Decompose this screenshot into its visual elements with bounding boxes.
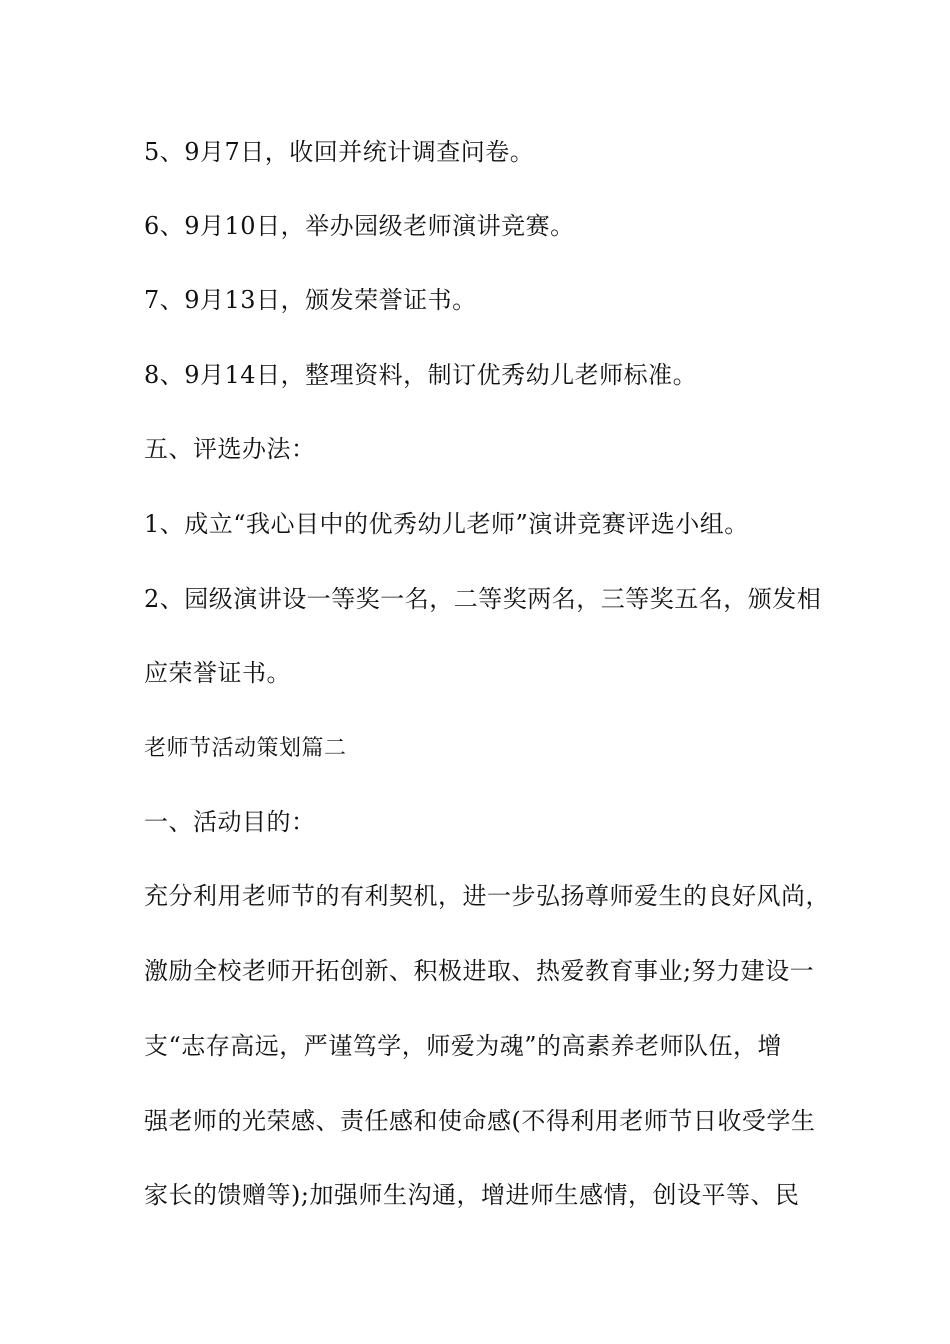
text-line-method-2-cont: 应荣誉证书。 xyxy=(144,659,291,687)
text-line-schedule-6: 6、9月10日，举办园级老师演讲竞赛。 xyxy=(144,212,575,240)
paragraph-line-4: 强老师的光荣感、责任感和使命感(不得利用老师节日收受学生 xyxy=(144,1107,816,1135)
section-heading-selection-method: 五、评选办法： xyxy=(144,435,316,463)
text-line-method-2: 2、园级演讲设一等奖一名，二等奖两名，三等奖五名，颁发相 xyxy=(144,585,822,613)
article-title-part-two: 老师节活动策划篇二 xyxy=(144,736,347,761)
paragraph-line-5: 家长的馈赠等);加强师生沟通，增进师生感情，创设平等、民 xyxy=(144,1181,800,1209)
paragraph-line-2: 激励全校老师开拓创新、积极进取、热爱教育事业;努力建设一 xyxy=(144,957,815,985)
paragraph-line-3: 支“志存高远，严谨笃学，师爱为魂”的高素养老师队伍，增 xyxy=(144,1032,783,1060)
paragraph-line-1: 充分利用老师节的有利契机，进一步弘扬尊师爱生的良好风尚， xyxy=(144,882,830,910)
text-line-schedule-5: 5、9月7日，收回并统计调查问卷。 xyxy=(144,138,535,166)
text-line-method-1: 1、成立“我心目中的优秀幼儿老师”演讲竞赛评选小组。 xyxy=(144,510,749,538)
section-heading-purpose: 一、活动目的： xyxy=(144,808,316,836)
text-line-schedule-8: 8、9月14日，整理资料，制订优秀幼儿老师标准。 xyxy=(144,361,698,389)
text-line-schedule-7: 7、9月13日，颁发荣誉证书。 xyxy=(144,286,477,314)
